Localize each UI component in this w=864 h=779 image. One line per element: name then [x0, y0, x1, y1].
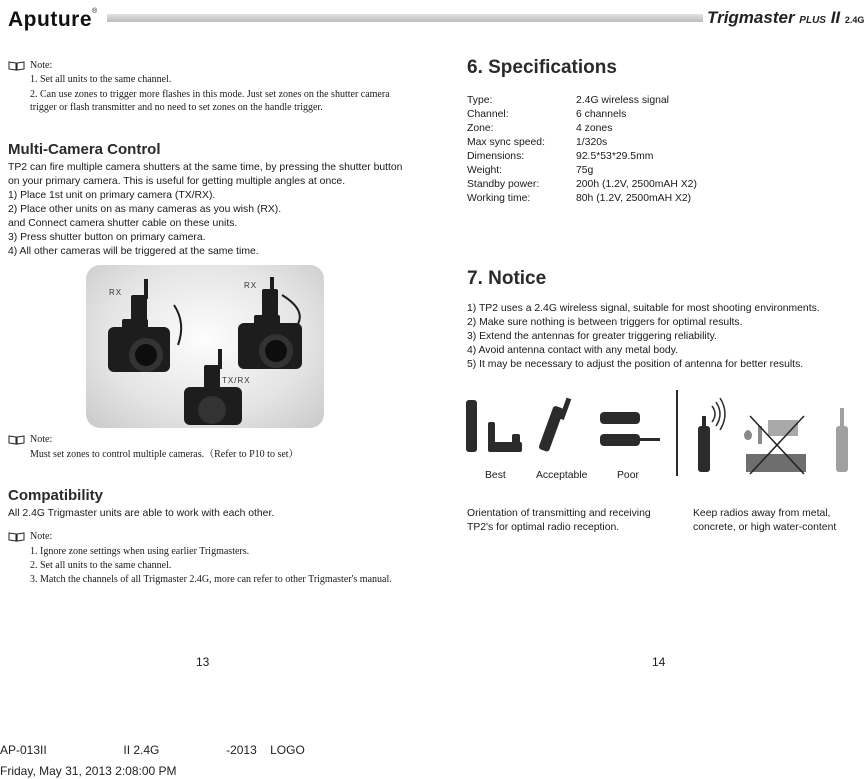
note-label: Note:	[30, 60, 53, 71]
note-line: trigger or flash transmitter and no need to set zones on the handle trigger.	[30, 102, 323, 113]
spec-value: 1/320s	[576, 137, 608, 148]
antenna-orientation-diagram	[462, 388, 852, 480]
spec-value: 200h (1.2V, 2500mAH X2)	[576, 179, 697, 190]
transmitter-icon	[698, 398, 725, 472]
note-line: 2. Can use zones to trigger more flashes in this mode. Just set zones on the shutter camera	[30, 89, 390, 100]
notice-line: 1) TP2 uses a 2.4G wireless signal, suitable for most shooting environments.	[467, 303, 820, 314]
print-slug: AP-013II II 2.4G -2013 LOGO	[0, 743, 305, 757]
note-line: 1. Set all units to the same channel.	[30, 74, 172, 85]
spec-key: Weight:	[467, 165, 503, 176]
paragraph-line: 3) Press shutter button on primary camera.	[8, 232, 206, 243]
spec-key: Dimensions:	[467, 151, 525, 162]
compatibility-title: Compatibility	[8, 487, 104, 504]
spec-value: 6 channels	[576, 109, 627, 120]
book-icon	[8, 61, 25, 71]
note-label: Note:	[30, 434, 53, 445]
paragraph-line: All 2.4G Trigmaster units are able to work with each other.	[8, 508, 275, 519]
print-timestamp: Friday, May 31, 2013 2:08:00 PM	[0, 764, 177, 778]
txrx-label: TX/RX	[222, 376, 251, 385]
note-line: 1. Ignore zone settings when using earlier Trigmasters.	[30, 546, 250, 557]
spec-key: Type:	[467, 95, 493, 106]
spec-key: Zone:	[467, 123, 494, 134]
obstacles-icon	[744, 416, 806, 474]
metal-caption: Keep radios away from metal,	[693, 508, 831, 519]
note-line: 2. Set all units to the same channel.	[30, 560, 172, 571]
orientation-caption: Orientation of transmitting and receiving	[467, 508, 651, 519]
acceptable-label: Acceptable	[536, 470, 588, 481]
poor-label: Poor	[617, 470, 639, 481]
notice-line: 5) It may be necessary to adjust the position of antenna for better results.	[467, 359, 804, 370]
page-number: 14	[652, 655, 666, 669]
specifications-title: 6. Specifications	[467, 57, 617, 78]
notice-line: 2) Make sure nothing is between triggers for optimal results.	[467, 317, 743, 328]
notice-title: 7. Notice	[467, 268, 547, 289]
spec-value: 80h (1.2V, 2500mAH X2)	[576, 193, 692, 204]
aputure-logo: Aputure®	[8, 8, 98, 31]
book-icon	[8, 435, 25, 445]
metal-caption: concrete, or high water-content	[693, 522, 837, 533]
camera-center	[184, 349, 242, 425]
divider	[676, 390, 678, 476]
acceptable-orientation-icon	[538, 398, 571, 453]
spec-value: 75g	[576, 165, 594, 176]
paragraph-line: TP2 can fire multiple camera shutters at the same time, by pressing the shutter button	[8, 162, 403, 173]
poor-orientation-icon	[600, 412, 660, 446]
page-number: 13	[196, 655, 210, 669]
note-line: Must set zones to control multiple cameras.（Refer to P10 to set）	[30, 449, 299, 460]
spec-value: 4 zones	[576, 123, 613, 134]
multi-camera-photo	[86, 265, 324, 428]
multi-camera-title: Multi-Camera Control	[8, 141, 161, 158]
book-icon	[8, 532, 25, 542]
paragraph-line: 4) All other cameras will be triggered at the same time.	[8, 246, 259, 257]
paragraph-line: 2) Place other units on as many cameras as you wish (RX).	[8, 204, 282, 215]
spec-key: Working time:	[467, 193, 531, 204]
notice-line: 4) Avoid antenna contact with any metal body.	[467, 345, 679, 356]
orientation-caption: TP2's for optimal radio reception.	[467, 522, 620, 533]
paragraph-line: and Connect camera shutter cable on these units.	[8, 218, 238, 229]
best-orientation-icon	[466, 400, 522, 452]
notice-line: 3) Extend the antennas for greater triggering reliability.	[467, 331, 717, 342]
spec-key: Standby power:	[467, 179, 540, 190]
gray-trigger-icon	[836, 408, 848, 472]
note-label: Note:	[30, 531, 53, 542]
camera-right	[238, 277, 302, 369]
rx-label: RX	[244, 281, 258, 290]
rx-label: RX	[109, 288, 123, 297]
paragraph-line: 1) Place 1st unit on primary camera (TX/RX).	[8, 190, 216, 201]
spec-value: 92.5*53*29.5mm	[576, 151, 654, 162]
paragraph-line: on your primary camera. This is useful for getting multiple angles at once.	[8, 176, 346, 187]
note-line: 3. Match the channels of all Trigmaster 2.4G, more can refer to other Trigmaster's manual.	[30, 574, 392, 585]
spec-key: Max sync speed:	[467, 137, 545, 148]
spec-value: 2.4G wireless signal	[576, 95, 669, 106]
trigmaster-brand: Trigmaster PLUS II 2.4G	[707, 8, 864, 27]
header-bar	[107, 14, 703, 22]
spec-key: Channel:	[467, 109, 509, 120]
best-label: Best	[485, 470, 506, 481]
